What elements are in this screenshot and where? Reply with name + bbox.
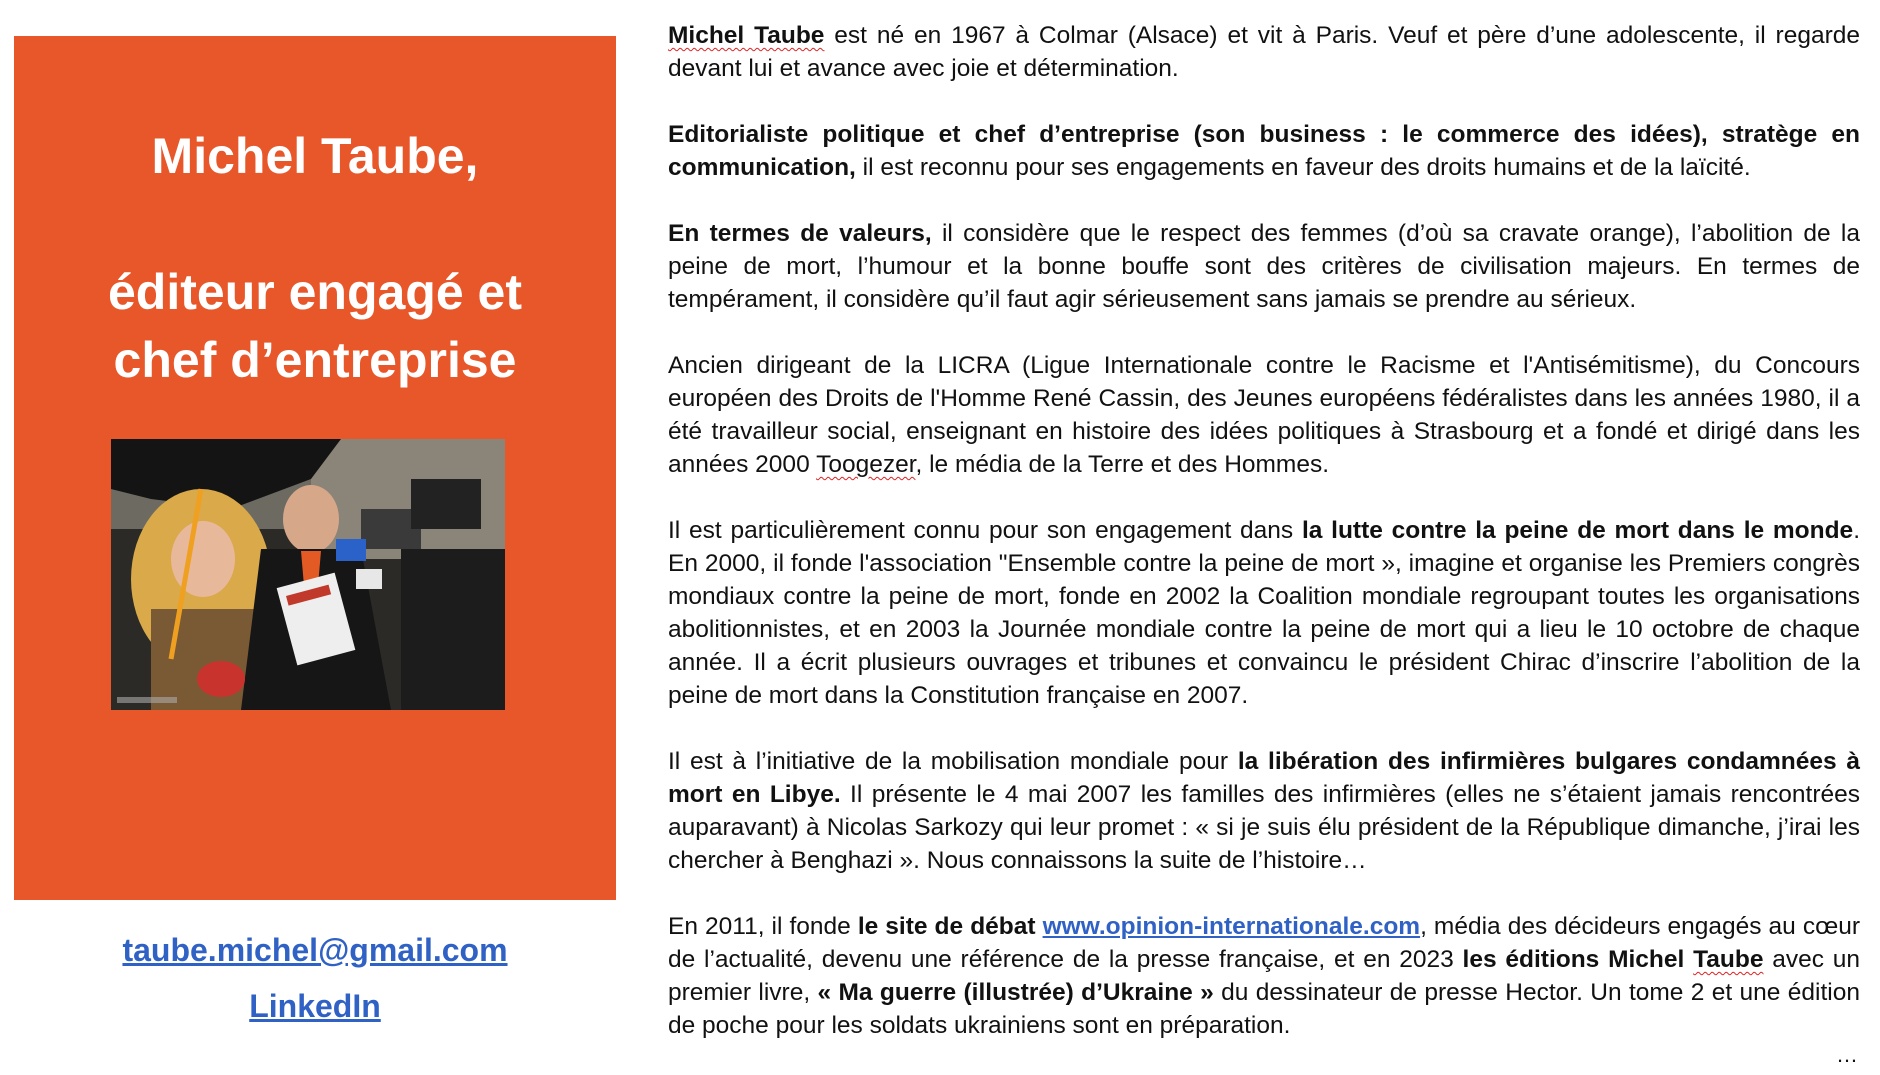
bio-paragraph-role: Editorialiste politique et chef d’entreprise (son business : le commerce des idées), stratège en communication, il est reconnu pour ses engagements en faveur des droits humains et de la laïcité. xyxy=(668,121,1860,181)
bio-paragraph-media: En 2011, il fonde le site de débat www.opinion-internationale.com, média des décideurs engagés au cœur de l’actualité, devenu une référence de la presse française, et en 2023 les éditions Michel Taube avec un premier livre, « Ma guerre (illustrée) d’Ukraine » du dessinateur de presse Hector. Un tome 2 et une édition de poche pour les soldats ukrainiens sont en préparation. xyxy=(668,913,1861,1039)
biography xyxy=(668,19,1860,1075)
bio-paragraph-values: En termes de valeurs, il considère que le respect des femmes (d’où sa cravate orange), l’abolition de la peine de mort, l’humour et la bonne bouffe sont des critères de civilisation majeurs. En termes de tempérament, il considère qu’il faut agir sérieusement sans jamais se prendre au sérieux. xyxy=(668,220,1860,313)
continuation-ellipsis: … xyxy=(1836,1042,1858,1067)
bio-paragraph-nurses: Il est à l’initiative de la mobilisation mondiale pour la libération des infirmières bulgares condamnées à mort en Libye. Il présente le 4 mai 2007 les familles des infirmières (elles ne s’étaient jamais rencontrées auparavant) à Nicolas Sarkozy qui leur promet : « si je suis élu président de la République dimanche, j’irai les chercher à Benghazi ». Nous connaissons la suite de l’histoire… xyxy=(668,748,1861,874)
panel-title-role: éditeur engagé et chef d’entreprise xyxy=(108,264,522,388)
press-photo xyxy=(111,439,505,710)
bio-paragraph-intro: Michel Taube est né en 1967 à Colmar (Alsace) et vit à Paris. Veuf et père d’une adolescente, il regarde devant lui et avance avec joie et détermination. xyxy=(668,22,1860,82)
bio-paragraph-death-penalty: Il est particulièrement connu pour son engagement dans la lutte contre la peine de mort dans le monde. En 2000, il fonde l'association "Ensemble contre la peine de mort », imagine et organise les Premiers congrès mondiaux contre la peine de mort, fonde en 2002 la Coalition mondiale regroupant toutes les organisations abolitionnistes, et en 2003 la Journée mondiale contre la peine de mort qui a lieu le 10 octobre de chaque année. Il a écrit plusieurs ouvrages et tribunes et convaincu le président Chirac d’inscrire l’abolition de la peine de mort dans la Constitution française en 2007. xyxy=(668,517,1861,709)
panel-title-name: Michel Taube, xyxy=(151,128,479,184)
linkedin-link[interactable]: LinkedIn xyxy=(249,988,381,1024)
email-link[interactable]: taube.michel@gmail.com xyxy=(122,932,508,968)
bio-paragraph-career: Ancien dirigeant de la LICRA (Ligue Internationale contre le Racisme et l'Antisémitisme), du Concours européen des Droits de l'Homme René Cassin, des Jeunes européens fédéralistes dans les années 1980, il a été travailleur social, enseignant en histoire des idées politiques à Strasbourg et a fondé et dirigé dans les années 2000 Toogezer, le média de la Terre et des Hommes. xyxy=(668,352,1860,478)
website-link[interactable]: www.opinion-internationale.com xyxy=(1042,913,1421,940)
